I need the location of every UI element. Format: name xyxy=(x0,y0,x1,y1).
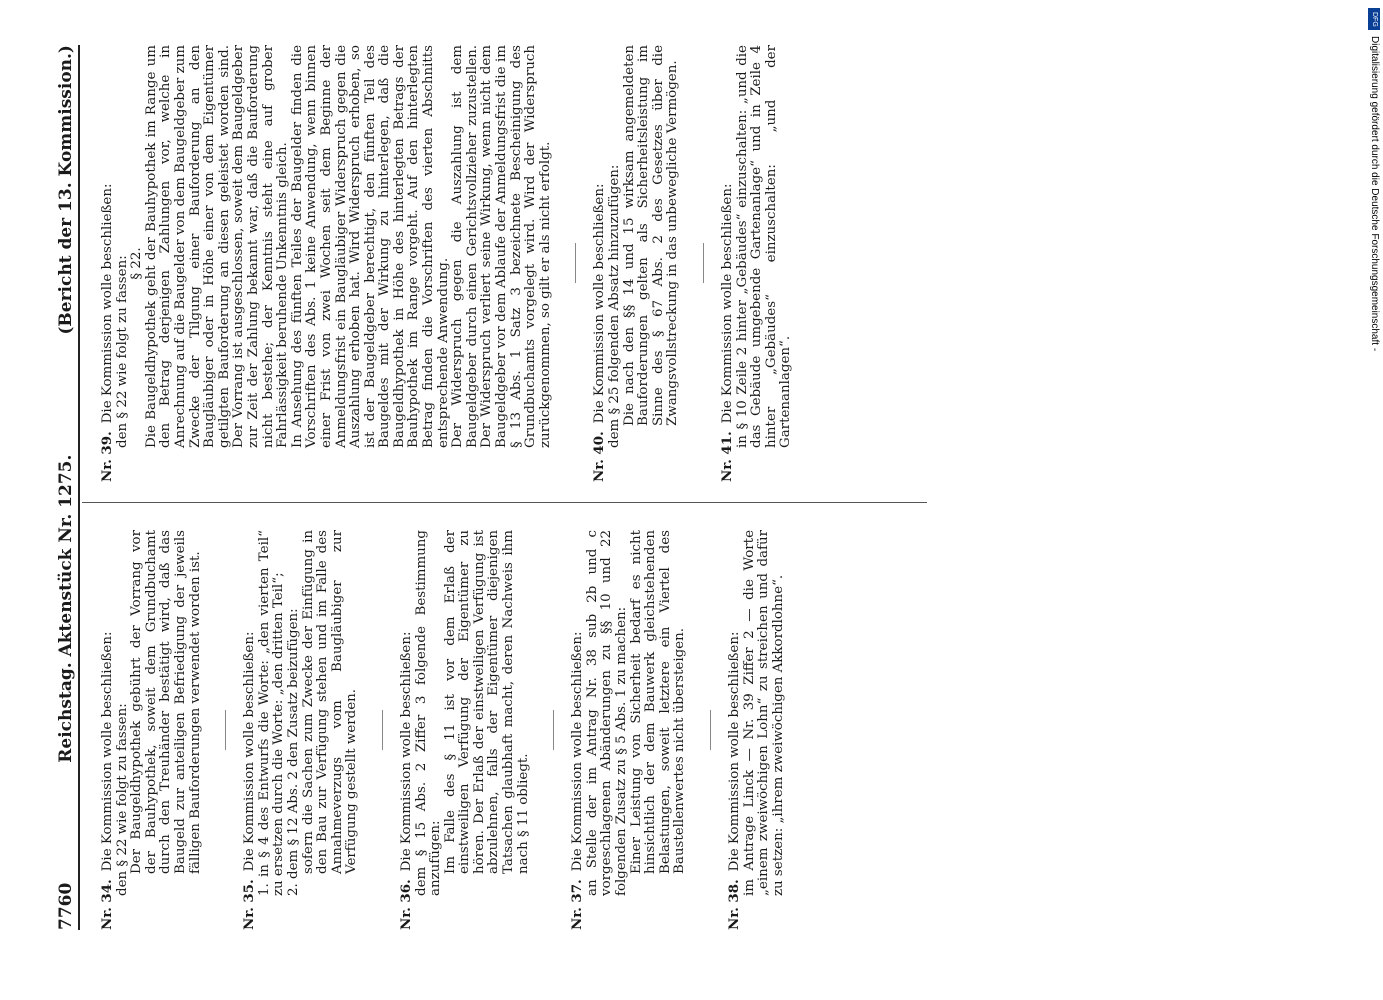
page-title: Reichstag. Aktenstück Nr. 1275. xyxy=(56,454,76,763)
separator xyxy=(382,710,383,750)
page-subtitle: (Bericht der 13. Kommission.) xyxy=(56,45,76,335)
motion-item: 2. dem § 12 Abs. 2 den Zusatz beizufügen: xyxy=(285,608,301,896)
motion-41 xyxy=(720,45,794,482)
motion-line: dem § 15 Abs. 2 Ziffer 3 folgende Bestimmung anzufügen: xyxy=(413,530,444,896)
motion-40 xyxy=(592,45,681,482)
motion-text: Die Baugeldhypothek geht der Bauhypothek im Range um den Betrag derjenigen Zahlungen vor, welche in Anrechnung auf die Baugelder von dem Baugeldgeber zum Zwecke der Tilgung einer Bauforderung an den Baugläubiger oder in Höhe einer von dem Eigentümer getilgten Bauforderung an diesen geleistet worden sind. Der Vorrang ist ausgeschlossen, soweit dem Baugeldgeber zur Zeit der Zahlung bekannt war, daß die Bauforderung nicht bestehe; der Kenntnis steht eine auf grober Fahrlässigkeit beruhende Unkenntnis gleich. xyxy=(143,45,291,448)
motion-intro: Die Kommission wolle beschließen: xyxy=(242,631,258,872)
motion-intro: Die Kommission wolle beschließen: xyxy=(100,631,115,872)
motion-text: in § 10 Zeile 2 hinter „Gebäudes“ einzuschalten: „und die das Gebäude umgebende Gartenanlage“ und in Zeile 4 hinter „Gebäudes“ einzuschalten: „und der Gartenanlagen“. xyxy=(734,45,794,448)
page-header xyxy=(52,45,80,930)
motion-number: Nr. 41. xyxy=(718,431,735,482)
motion-number: Nr. 35. xyxy=(241,879,258,930)
separator xyxy=(710,710,711,750)
motion-text: In Ansehung des fünften Teiles der Baugelder finden die Vorschriften des Abs. 1 keine Anwendung, wenn binnen einer Frist von zwei Wochen seit dem Beginne der Anmeldungsfrist ein Baugläubiger Widerspruch gegen die Auszahlung erhoben hat. Wird Widerspruch erhoben, so ist der Baugeldgeber berechtigt, den fünften Teil des Baugeldes mit der Wirkung zu hinterlegen, daß die Baugeldhypothek in Höhe des hinterlegten Betrags der Bauhypothek im Range vorgeht. Auf den hinterlegten Betrag finden die Vorschriften des vierten Abschnitts entsprechende Anwendung. xyxy=(289,45,451,448)
motion-intro: Die Kommission wolle beschließen: xyxy=(398,631,414,872)
dfg-logo: DFG xyxy=(1368,8,1380,30)
motion-intro: Die Kommission wolle beschließen: xyxy=(592,183,608,424)
motion-text: sofern die Sachen zum Zwecke der Einfügung in den Bau zur Verfügung stehen und im Falle des Annahmeverzugs vom Baugläubiger zur Verfügung gestellt werden. xyxy=(300,530,360,874)
motion-number: Nr. 38. xyxy=(726,879,742,930)
motion-intro: Die Kommission wolle beschließen: xyxy=(727,631,742,872)
motion-number: Nr. 34. xyxy=(99,879,115,930)
motion-text: Einer Leistung von Sicherheit bedarf es nicht hinsichtlich der dem Bauwerk gleichstehenden Belastungen, soweit letztere ein Viertel des Baustellenwertes nicht übersteigen. xyxy=(628,530,688,874)
motion-line: den § 22 wie folgt zu fassen: xyxy=(114,703,130,896)
motion-line: den § 22 wie folgt zu fassen: xyxy=(114,255,130,448)
motion-text: Der Widerspruch gegen die Auszahlung ist dem Baugeldgeber durch einen Gerichtsvollzieher zuzustellen. Der Widerspruch verliert seine Wirkung, wenn nicht dem Baugeldgeber vor dem Ablaufe der Anmeldungsfrist die im § 13 Abs. 1 Satz 3 bezeichnete Bescheinigung des Grundbuchamts vorgelegt wird. Wird der Widerspruch zurückgenommen, so gilt er als nicht erfolgt. xyxy=(450,45,553,448)
motion-number: Nr. 37. xyxy=(569,879,586,930)
motion-item: 1. in § 4 des Entwurfs die Worte: „den vierten Teil“ zu ersetzen durch die Worte: „den dritten Teil“; xyxy=(256,530,287,896)
separator xyxy=(225,710,226,750)
motion-36 xyxy=(399,530,531,930)
column-divider xyxy=(82,502,927,503)
motion-line: dem § 25 folgenden Absatz hinzuzufügen: xyxy=(607,164,622,448)
motion-intro: Die Kommission wolle beschließen: xyxy=(100,183,115,424)
motion-34 xyxy=(100,530,203,930)
motion-39 xyxy=(100,45,553,482)
motion-number: Nr. 39. xyxy=(99,431,115,482)
motion-text: Der Baugeldhypothek gebührt der Vorrang vor der Bauhypothek, soweit dem Grundbuchamt durch den Treuhänder bestätigt wird, daß das Baugeld zur anteiligen Befriedigung der jeweils fälligen Bauforderungen verwendet worden ist. xyxy=(129,530,203,874)
separator xyxy=(703,244,704,284)
motion-35 xyxy=(242,530,360,930)
digitization-credit-text: Digitalisierung gefördert durch die Deutsche Forschungsgemeinschaft - xyxy=(1369,36,1380,352)
separator xyxy=(575,244,576,284)
motion-intro: Die Kommission wolle beschließen: xyxy=(570,631,586,872)
motion-text: Im Falle des § 11 ist vor dem Erlaß der einstweiligen Verfügung der Eigentümer zu hören. Der Erlaß der einstweiligen Verfügung ist abzulehnen, falls der Eigentümer diejenigen Tatsachen glaubhaft macht, deren Nachweis ihm nach § 11 obliegt. xyxy=(442,530,531,874)
motion-text: im Antrage Linck — Nr. 39 Ziffer 2 — die Worte „einem zweiwöchigen Lohn“ zu streichen und dafür zu setzen: „ihrem zweiwöchigen Akkordlohne“. xyxy=(741,530,786,896)
motion-text: Die nach den §§ 14 und 15 wirksam angemeldeten Bauforderungen gelten als Sicherheitsleistung im Sinne des § 67 Abs. 2 des Gesetzes über die Zwangsvollstreckung in das unbewegliche Vermögen. xyxy=(621,45,681,426)
motion-number: Nr. 40. xyxy=(591,431,608,482)
motion-37 xyxy=(570,530,688,930)
digitization-credit xyxy=(1366,8,1380,993)
motion-intro: Die Kommission wolle beschließen: xyxy=(719,183,735,424)
left-column xyxy=(100,530,808,930)
separator xyxy=(553,710,554,750)
motion-number: Nr. 36. xyxy=(397,879,414,930)
page-number: 7760 xyxy=(56,882,76,930)
motion-line: an Stelle der im Antrag Nr. 38 sub 2b und c vorgeschlagenen Abänderungen zu §§ 10 und 22 folgenden Zusatz zu § 5 Abs. 1 zu machen: xyxy=(584,530,630,896)
right-column xyxy=(100,45,816,482)
motion-38 xyxy=(727,530,786,930)
paragraph-heading: § 22. xyxy=(129,247,145,280)
